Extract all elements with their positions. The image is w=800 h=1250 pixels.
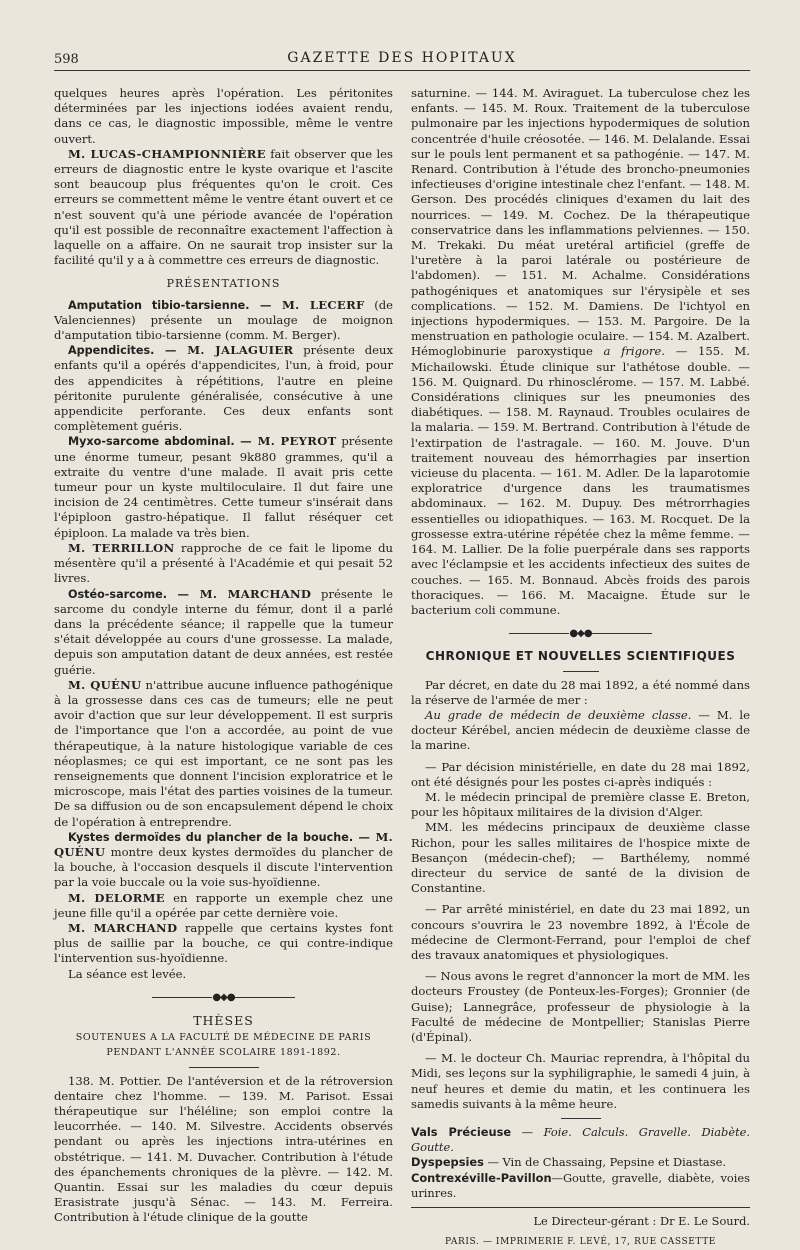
- paragraph: Amputation tibio-tarsienne. — M. LECERF (de Valenciennes) présente un moulage de moignon d'amputation tibio-tarsienne (comm. M. Berger).: [54, 297, 394, 343]
- paragraph: quelques heures après l'opération. Les péritonites déterminées par les injections iodées avaient rendu, dans ce cas, le diagnostic impossible, même le ventre ouvert.: [54, 86, 393, 146]
- paragraph: Myxo-sarcome abdominal. — M. PEYROT présente une énorme tumeur, pesant 9k880 grammes, qu'il a extraite du ventre d'une malade. Il avait pris cette tumeur pour un kyste multiloculaire. Il dut faire une incision de 24 centimètres. Cette tumeur s'insérait dans l'épiploon gastro-hépatique. Il fallut réséquer cet épiploon. La malade va très bien.: [54, 434, 394, 540]
- paragraph: La séance est levée.: [68, 966, 187, 981]
- page-number: 598: [54, 52, 79, 67]
- text-columns: [54, 86, 751, 1248]
- advertisement: Dyspepsies — Vin de Chassaing, Pepsine et Diastase.: [411, 1155, 726, 1170]
- short-rule: [189, 1067, 259, 1068]
- journal-title: GAZETTE DES HOPITAUX: [287, 50, 517, 66]
- paragraph: M. MARCHAND rappelle que certains kystes font plus de saillie par la bouche, ce qui contre-indique l'intervention sus-hyoïdienne.: [54, 920, 393, 966]
- signature-line: Le Directeur-gérant : Dr E. Le Sourd.: [533, 1214, 750, 1229]
- running-head: [54, 48, 750, 71]
- paragraph: Au grade de médecin de deuxième classe. — M. le docteur Kérébel, ancien médecin de deuxième classe de la marine.: [411, 707, 750, 753]
- horizontal-rule: [411, 1207, 750, 1208]
- ornament-divider: ●◆●: [54, 990, 393, 1005]
- paragraph: Appendicites. — M. JALAGUIER présente deux enfants qu'il a opérés d'appendicites, l'un, à froid, pour des appendicites à répétitions, l'autre en pleine péritonite purulente généralisée, consécutive à une appendicite perforante. Ces deux enfants sont complètement guéris.: [54, 343, 393, 434]
- left-column: [54, 86, 394, 1225]
- theses-list-continued: saturnine. — 144. M. Aviraguet. La tuberculose chez les enfants. — 145. M. Roux. Traitement de la tuberculose pulmonaire par les injections hypodermiques de solution concentrée d'huile créosotée. — 146. M. Delalande. Essai sur le pouls lent permanent et sa pathogénie. — 147. M. Renard. Contribution à l'étude des broncho-pneumonies infectieuses d'origine intestinale chez l'enfant. — 148. M. Gerson. Des procédés cliniques d'examen du lait des nourrices. — 149. M. Cochez. De la thérapeutique conservatrice dans les inflammations pelviennes. — 150. M. Trekaki. Du méat uretéral artificiel (greffe de l'uretère à la paroi latérale ou postérieure de l'abdomen). — 151. M. Achalme. Considérations pathogéniques et anatomiques sur l'érysipèle et ses complications. — 152. M. Damiens. De l'ichtyol en injections hypodermiques. — 153. M. Pargoire. De la menstruation en pathologie oculaire. — 154. M. Azalbert. Hémoglobinurie paroxystique a frigore. — 155. M. Michailowski. Étude clinique sur l'athétose double. — 156. M. Quignard. Du rhinosclérome. — 157. M. Labbé. Considérations cliniques sur les pneumonies des diabétiques. — 158. M. Raynaud. Troubles oculaires de la malaria. — 159. M. Bertrand. Contribution à l'étude de l'extirpation de l'astragale. — 160. M. Jouve. D'un traitement nouveau des hémorrhagies par insertion vicieuse du placenta. — 161. M. Adler. De la laparotomie exploratrice d'urgence dans les traumatismes abdominaux. — 162. M. Dupuy. Des métrorrhagies essentielles ou idiopathiques. — 163. M. Rocquet. De la grossesse extra-utérine répétée chez la même femme. — 164. M. Lallier. De la folie puerpérale dans ses rapports avec l'éclampsie et les accidents infectieux des suites de couches. — 165. M. Bonnaud. Abcès froids des parois thoraciques. — 166. M. Macaigne. Étude sur le bacterium coli commune.: [411, 86, 750, 617]
- paragraph: M. DELORME en rapporte un exemple chez une jeune fille qu'il a opérée par cette dernière voie.: [54, 890, 393, 920]
- paragraph: — Nous avons le regret d'annoncer la mort de MM. les docteurs Froustey (de Ponteux-les-Forges); Gronnier (de Guise); Lannegrâce, professeur de physiologie à la Faculté de médecine de Montpellier; Stanislas Pierre (d'Épinal).: [411, 969, 750, 1044]
- advertisement: Vals Précieuse — Foie. Calculs. Gravelle. Diabète. Goutte.: [411, 1125, 751, 1155]
- short-rule: [561, 1118, 601, 1119]
- theses-list: 138. M. Pottier. De l'antéversion et de la rétroversion dentaire chez l'homme. — 139. M. Parisot. Essai thérapeutique sur l'héléline; son emploi contre la leucorrhée. — 140. M. Silvestre. Accidents observés pendant ou après les injections intra-utérines en obstétrique. — 141. M. Duvacher. Contribution à l'étude des épanchements chroniques de la plèvre. — 142. M. Quantin. Essai sur les maladies du cœur depuis Erasistrate jusqu'à Sénac. — 143. M. Ferreira. Contribution à l'étude clinique de la goutte: [54, 1073, 393, 1225]
- short-rule: [563, 671, 599, 672]
- paragraph: M. TERRILLON rapproche de ce fait le lipome du mésentère qu'il a présenté à l'Académie et qui pesait 52 livres.: [54, 540, 393, 586]
- paragraph: — M. le docteur Ch. Mauriac reprendra, à l'hôpital du Midi, ses leçons sur la syphiligraphie, le samedi 4 juin, à neuf heures et demie du matin, et les continuera les samedis suivants à la même heure.: [411, 1051, 750, 1111]
- advertisement: Contrexéville-Pavillon—Goutte, gravelle, diabète, voies urinres.: [411, 1170, 750, 1200]
- paragraph: M. le médecin principal de première classe E. Breton, pour les hôpitaux militaires de la division d'Alger.: [411, 789, 750, 820]
- paragraph: M. QUÉNU n'attribue aucune influence pathogénique à la grossesse dans ces cas de tumeurs; elle ne peut avoir d'action que sur leur développement. Il est surpris de l'importance que l'on a accordée, au point de vue thérapeutique, à la nature histologique variable de ces néoplasmes; ce qui est important, ce ne sont pas les renseignements que donnent l'incision exploratrice et le microscope, mais l'état des parties voisines de la tumeur. De sa diffusion ou de son encapsulement dépend le choix de l'opération à entreprendre.: [54, 677, 393, 829]
- paragraph: — Par décision ministérielle, en date du 28 mai 1892, ont été désignés pour les postes ci-après indiqués :: [411, 759, 750, 789]
- section-heading-chronique: CHRONIQUE ET NOUVELLES SCIENTIFIQUES: [425, 649, 736, 664]
- printer-imprint: PARIS. — IMPRIMERIE F. LEVÉ, 17, RUE CASSETTE: [445, 1237, 716, 1248]
- theses-subtitle: SOUTENUES A LA FACULTÉ DE MÉDECINE DE PARIS: [75, 1032, 372, 1044]
- paragraph: Kystes dermoïdes du plancher de la bouche. — M. QUÉNU montre deux kystes dermoïdes du plancher de la bouche, à l'occasion desquels il discute l'intervention par la voie buccale ou la voie sus-hyoïdienne.: [54, 829, 393, 890]
- paragraph: Ostéo-sarcome. — M. MARCHAND présente le sarcome du condyle interne du fémur, dont il a parlé dans la précédente séance; il rappelle que la tumeur s'était développée au cours d'une grossesse. La malade, depuis son amputation datant de deux années, est restée guérie.: [54, 586, 393, 677]
- right-column: [411, 86, 751, 1248]
- paragraph: MM. les médecins principaux de deuxième classe Richon, pour les salles militaires de l'hospice mixte de Besançon (médecin-chef); — Barthélemy, nommé directeur du service de santé de la division de Constantine.: [411, 820, 750, 896]
- paragraph: M. LUCAS-CHAMPIONNIÈRE fait observer que les erreurs de diagnostic entre le kyste ovarique et l'ascite sont beaucoup plus fréquentes qu'on le croit. Ces erreurs se commettent même le ventre étant ouvert et ce n'est souvent qu'à une période avancée de l'opération qu'il est possible de reconnaître exactement l'affection à laquelle on a affaire. On ne saurait trop insister sur la facilité qu'il y a à commettre ces erreurs de diagnostic.: [54, 146, 393, 268]
- section-heading-presentations: PRÉSENTATIONS: [166, 277, 281, 291]
- paragraph: — Par arrêté ministériel, en date du 23 mai 1892, un concours s'ouvrira le 23 novembre 1892, à l'École de médecine de Clermont-Ferrand, pour l'emploi de chef des travaux anatomiques et physiologiques.: [411, 902, 750, 962]
- section-heading-theses: THÈSES: [193, 1012, 254, 1028]
- theses-subtitle: PENDANT L'ANNÉE SCOLAIRE 1891-1892.: [106, 1047, 341, 1059]
- ornament-divider: ●◆●: [411, 626, 750, 641]
- paragraph: Par décret, en date du 28 mai 1892, a été nommé dans la réserve de l'armée de mer :: [411, 677, 750, 707]
